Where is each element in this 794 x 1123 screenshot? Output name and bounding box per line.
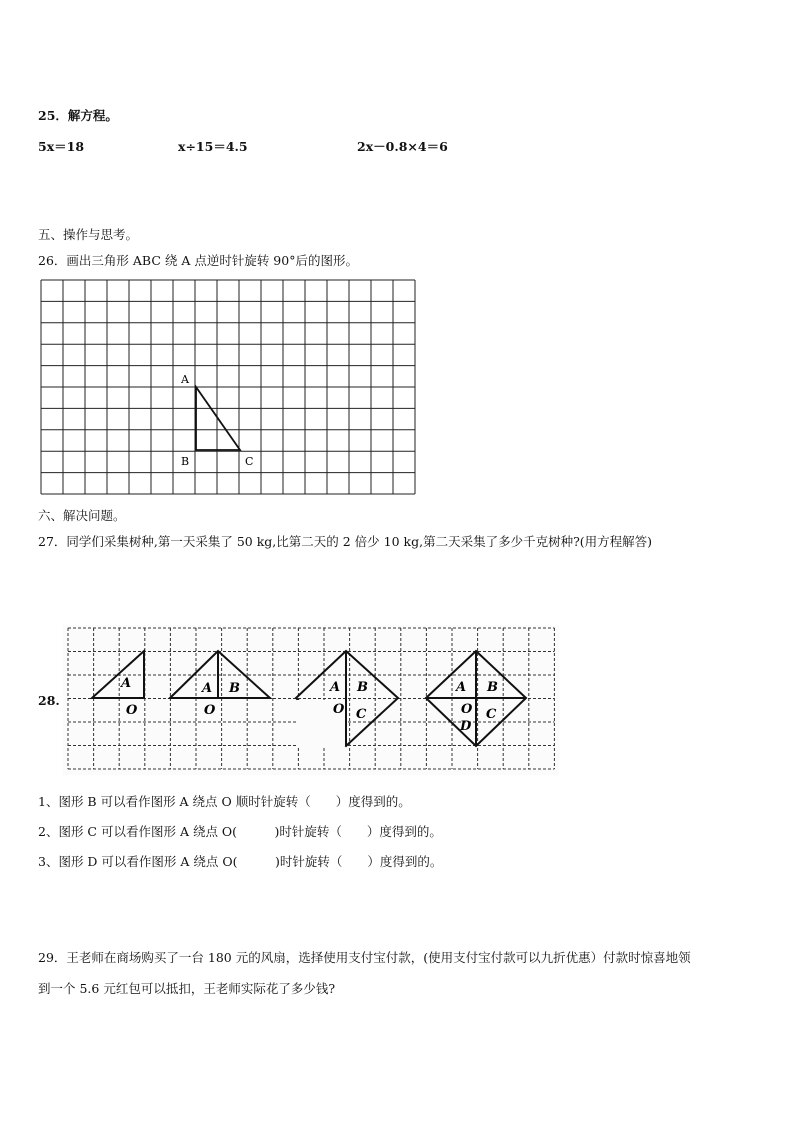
q28-fig1-label-o: O	[126, 703, 138, 718]
q29-line-1: 29．王老师在商场购买了一台 180 元的风扇，选择使用支付宝付款，(使用支付宝付款可以九折优惠）付款时惊喜地领	[38, 950, 691, 965]
q28-subquestion-3: 3、图形 D 可以看作图形 A 绕点 O( )时针旋转（ ）度得到的。	[38, 854, 443, 869]
q27-title: 27．同学们采集树种,第一天采集了 50 kg,比第二天的 2 倍少 10 kg,第二天采集了多少千克树种?(用方程解答)	[38, 534, 653, 549]
q26-label-c: C	[245, 455, 254, 468]
q28-fig2-label-a: A	[202, 681, 213, 696]
q28-fig4-label-c: C	[486, 707, 497, 722]
q28-fig2-label-o: O	[204, 703, 216, 718]
q28-fig4-label-o: O	[461, 702, 473, 717]
q25-equation-1: 5x＝18	[38, 139, 85, 154]
q28-fig2-label-b: B	[229, 681, 240, 696]
q26-grid-figure	[40, 279, 420, 497]
q28-fig4-label-d: D	[460, 719, 472, 734]
q28-subquestion-1: 1、图形 B 可以看作图形 A 绕点 O 顺时针旋转（ ）度得到的。	[38, 794, 411, 809]
q28-fig3-label-a: A	[330, 680, 341, 695]
q26-grid-lines	[41, 280, 415, 494]
q28-fig3-label-b: B	[357, 680, 368, 695]
q26-label-b: B	[181, 455, 190, 468]
q26-title: 26．画出三角形 ABC 绕 A 点逆时针旋转 90°后的图形。	[38, 253, 358, 268]
q28-fig4-label-a: A	[456, 680, 467, 695]
section-6-title: 六、解决问题。	[38, 508, 126, 523]
q28-fig1-label-a: A	[121, 676, 132, 691]
q29-line-2: 到一个 5.6 元红包可以抵扣，王老师实际花了多少钱?	[38, 981, 336, 996]
q28-fig3-label-c: C	[356, 707, 367, 722]
q25-equation-2: x÷15＝4.5	[178, 139, 248, 154]
q28-subquestion-2: 2、图形 C 可以看作图形 A 绕点 O( )时针旋转（ ）度得到的。	[38, 824, 442, 839]
q25-equation-3: 2x－0.8×4＝6	[357, 139, 448, 154]
q28-number: 28.	[38, 693, 60, 708]
q26-label-a: A	[181, 373, 189, 386]
q28-rotation-figure	[62, 624, 560, 776]
q25-title: 25．解方程。	[38, 108, 118, 123]
q26-triangle-abc	[196, 387, 240, 450]
section-5-title: 五、操作与思考。	[38, 227, 139, 242]
q28-fig3-label-o: O	[333, 702, 345, 717]
q28-fig4-label-b: B	[487, 680, 498, 695]
